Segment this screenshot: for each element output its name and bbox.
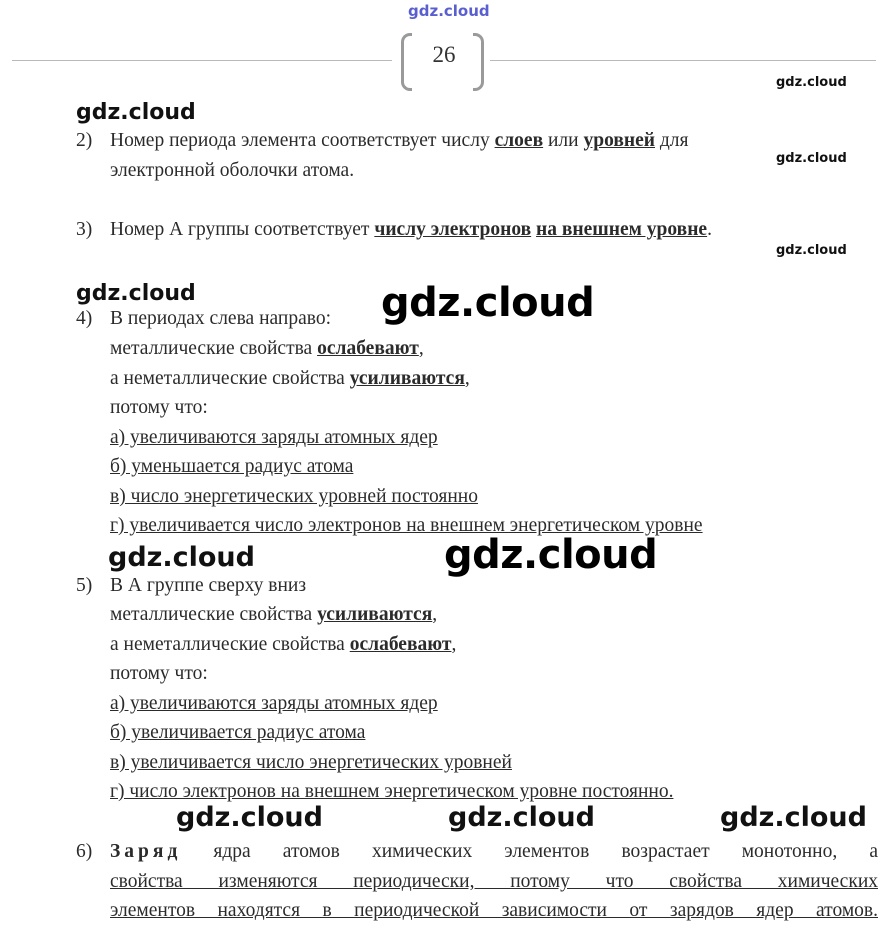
item-5-reason-d: г) число электронов на внешнем энергетическом уровне постоянно. [110,781,674,802]
item-4-metal-term: ослабевают [317,338,419,359]
item-4-reason-b: б) уменьшается радиус атома [110,456,354,477]
item-5-text: а неметаллические свойства [110,634,350,655]
item-4-reason-d: г) увеличивается число электронов на внешнем энергетическом уровне [110,515,703,536]
item-6-line-1 [110,840,878,864]
item-5-metal-line [110,603,437,627]
item-5-reason-a: а) увеличиваются заряды атомных ядер [110,693,438,714]
watermark-small: gdz.cloud [776,151,847,166]
item-5-intro: В А группе сверху вниз [110,575,307,596]
watermark-medium: gdz.cloud [448,802,595,833]
item-5-text: металлические свойства [110,604,318,625]
item-2-number: 2) [76,130,93,151]
item-2-text: Номер периода элемента соответствует числу [110,130,495,151]
item-2-term-levels: уровней [583,130,655,151]
item-5-text: , [432,604,438,625]
page-number-bracket-left [401,33,412,91]
item-4-text: , [464,368,470,389]
item-2-text: или [543,130,584,151]
item-3-line [110,218,712,242]
item-4-nonmetal-term: усиливаются [349,368,465,389]
item-4-intro: В периодах слева направо: [110,308,331,329]
item-2-line-2: электронной оболочки атома. [110,160,355,181]
item-3-number: 3) [76,219,93,240]
item-5-reason-b: б) увеличивается радиус атома [110,722,366,743]
item-4-because: потому что: [110,397,208,418]
item-5-metal-term: усиливаются [317,604,433,625]
item-4-text: металлические свойства [110,338,318,359]
watermark-small: gdz.cloud [776,75,847,90]
item-3-text: . [707,219,712,240]
item-4-text: а неметаллические свойства [110,368,350,389]
watermark-large: gdz.cloud [444,532,658,578]
item-2-text: для [655,130,689,151]
watermark-top: gdz.cloud [408,2,490,20]
page-number-bracket-right [473,33,484,91]
item-5-text: , [451,634,457,655]
watermark-medium: gdz.cloud [76,100,196,125]
page-number: 26 [432,42,456,67]
item-3-term-outer-level: на внешнем уровне [536,219,708,240]
watermark-large: gdz.cloud [381,280,595,326]
item-5-nonmetal-term: ослабевают [349,634,452,655]
watermark-medium: gdz.cloud [76,281,196,306]
item-4-reason-c: в) число энергетических уровней постоянно [110,486,478,507]
item-5-number: 5) [76,575,93,596]
item-3-text: Номер А группы соответствует [110,219,375,240]
item-4-number: 4) [76,308,93,329]
header-rule-left [12,60,392,61]
item-5-nonmetal-line [110,633,456,657]
item-2-line-1 [110,129,689,153]
item-4-metal-line [110,337,424,361]
item-6-line-2: свойства изменяются периодически, потому что свойства химических [110,871,878,892]
watermark-medium: gdz.cloud [720,802,867,833]
item-3-term-electrons: числу электронов [374,219,532,240]
item-4-nonmetal-line [110,367,470,391]
item-4-text: , [418,338,424,359]
watermark-medium: gdz.cloud [108,542,255,573]
item-5-because: потому что: [110,663,208,684]
item-6-number: 6) [76,841,93,862]
item-5-reason-c: в) увеличивается число энергетических уровней [110,752,512,773]
watermark-small: gdz.cloud [776,243,847,258]
header-rule-right [490,60,876,61]
watermark-medium: gdz.cloud [176,802,323,833]
item-2-term-layers: слоев [494,130,544,151]
item-6-line-3: элементов находятся в периодической зависимости от зарядов ядер атомов. [110,900,878,921]
item-6-text: ядра атомов химических элементов возрастает монотонно, а [213,841,878,862]
item-6-term-charge: Заряд [110,841,182,862]
item-4-reason-a: а) увеличиваются заряды атомных ядер [110,427,438,448]
